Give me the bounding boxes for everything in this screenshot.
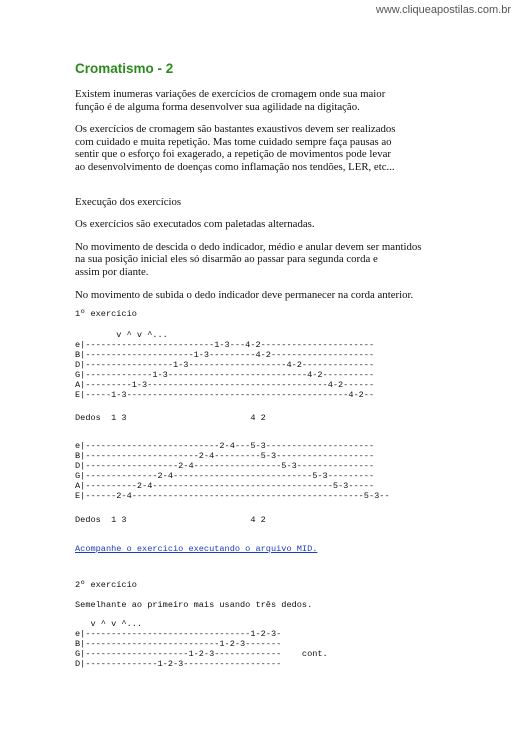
exercise2-heading: 2º exercício [75, 579, 137, 590]
page-title: Cromatismo - 2 [75, 61, 174, 76]
exercise2-tab: v ^ v ^... e|--------------------------------1-2-3- B|--------------------------1-2-3------- G|--------------------1-2-3------------- cont. D|--------------1-2-3------------------- [75, 618, 328, 669]
exercise1-fingers-2: Dedos 1 3 4 2 [75, 514, 266, 525]
warning-paragraph: Os exercícios de cromagem são bastantes exaustivos devem ser realizados com cuidado e muita repetição. Mas tome cuidado sempre faça pausas ao sentir que o esforço foi exagerado, a repetição de movimentos pode levar ao desenvolvimento de doenças como inflamação nos tendões, LER, etc... [75, 123, 396, 173]
site-url: www.cliqueapostilas.com.br [375, 4, 511, 16]
intro-paragraph: Existem inumeras variações de exercícios de cromagem onde sua maior função é de alguma forma desenvolver sua agilidade na digitação. [75, 88, 386, 113]
exercise1-tab-1: v ^ v ^... e|-------------------------1-3---4-2---------------------- B|---------------------1-3---------4-2-------------------- D|-----------------1-3-------------------4-2-------------- G|-------------1-3---------------------------4-2---------- A|---------1-3-----------------------------------4-2------ E|-----1-3-------------------------------------------4-2-- [75, 330, 375, 400]
descent-paragraph: No movimento de descida o dedo indicador, médio e anular devem ser mantidos na sua posição inicial eles só disarmão ao passar para segunda corda e assim por diante. [75, 240, 422, 278]
exercise1-fingers-1: Dedos 1 3 4 2 [75, 413, 266, 424]
execution-heading: Execução dos exercícios [75, 195, 182, 208]
exercise2-description: Semelhante ao primeiro mais usando três dedos. [75, 599, 313, 610]
exercise1-tab-2: e|--------------------------2-4---5-3--------------------- B|----------------------2-4---------5-3------------------- D|------------------2-4-----------------5-3--------------- G|--------------2-4---------------------------5-3--------- A|----------2-4-----------------------------------5-3----- E|------2-4---------------------------------------------5-3-- [75, 441, 390, 501]
execution-paragraph: Os exercícios são executados com paletadas alternadas. [75, 218, 315, 231]
exercise1-heading: 1º exercício [75, 309, 137, 320]
ascent-paragraph: No movimento de subida o dedo indicador deve permanecer na corda anterior. [75, 288, 414, 301]
mid-file-link[interactable]: Acompanhe o exercicio executando o arquivo MID. [75, 543, 318, 554]
document-body [75, 61, 505, 669]
